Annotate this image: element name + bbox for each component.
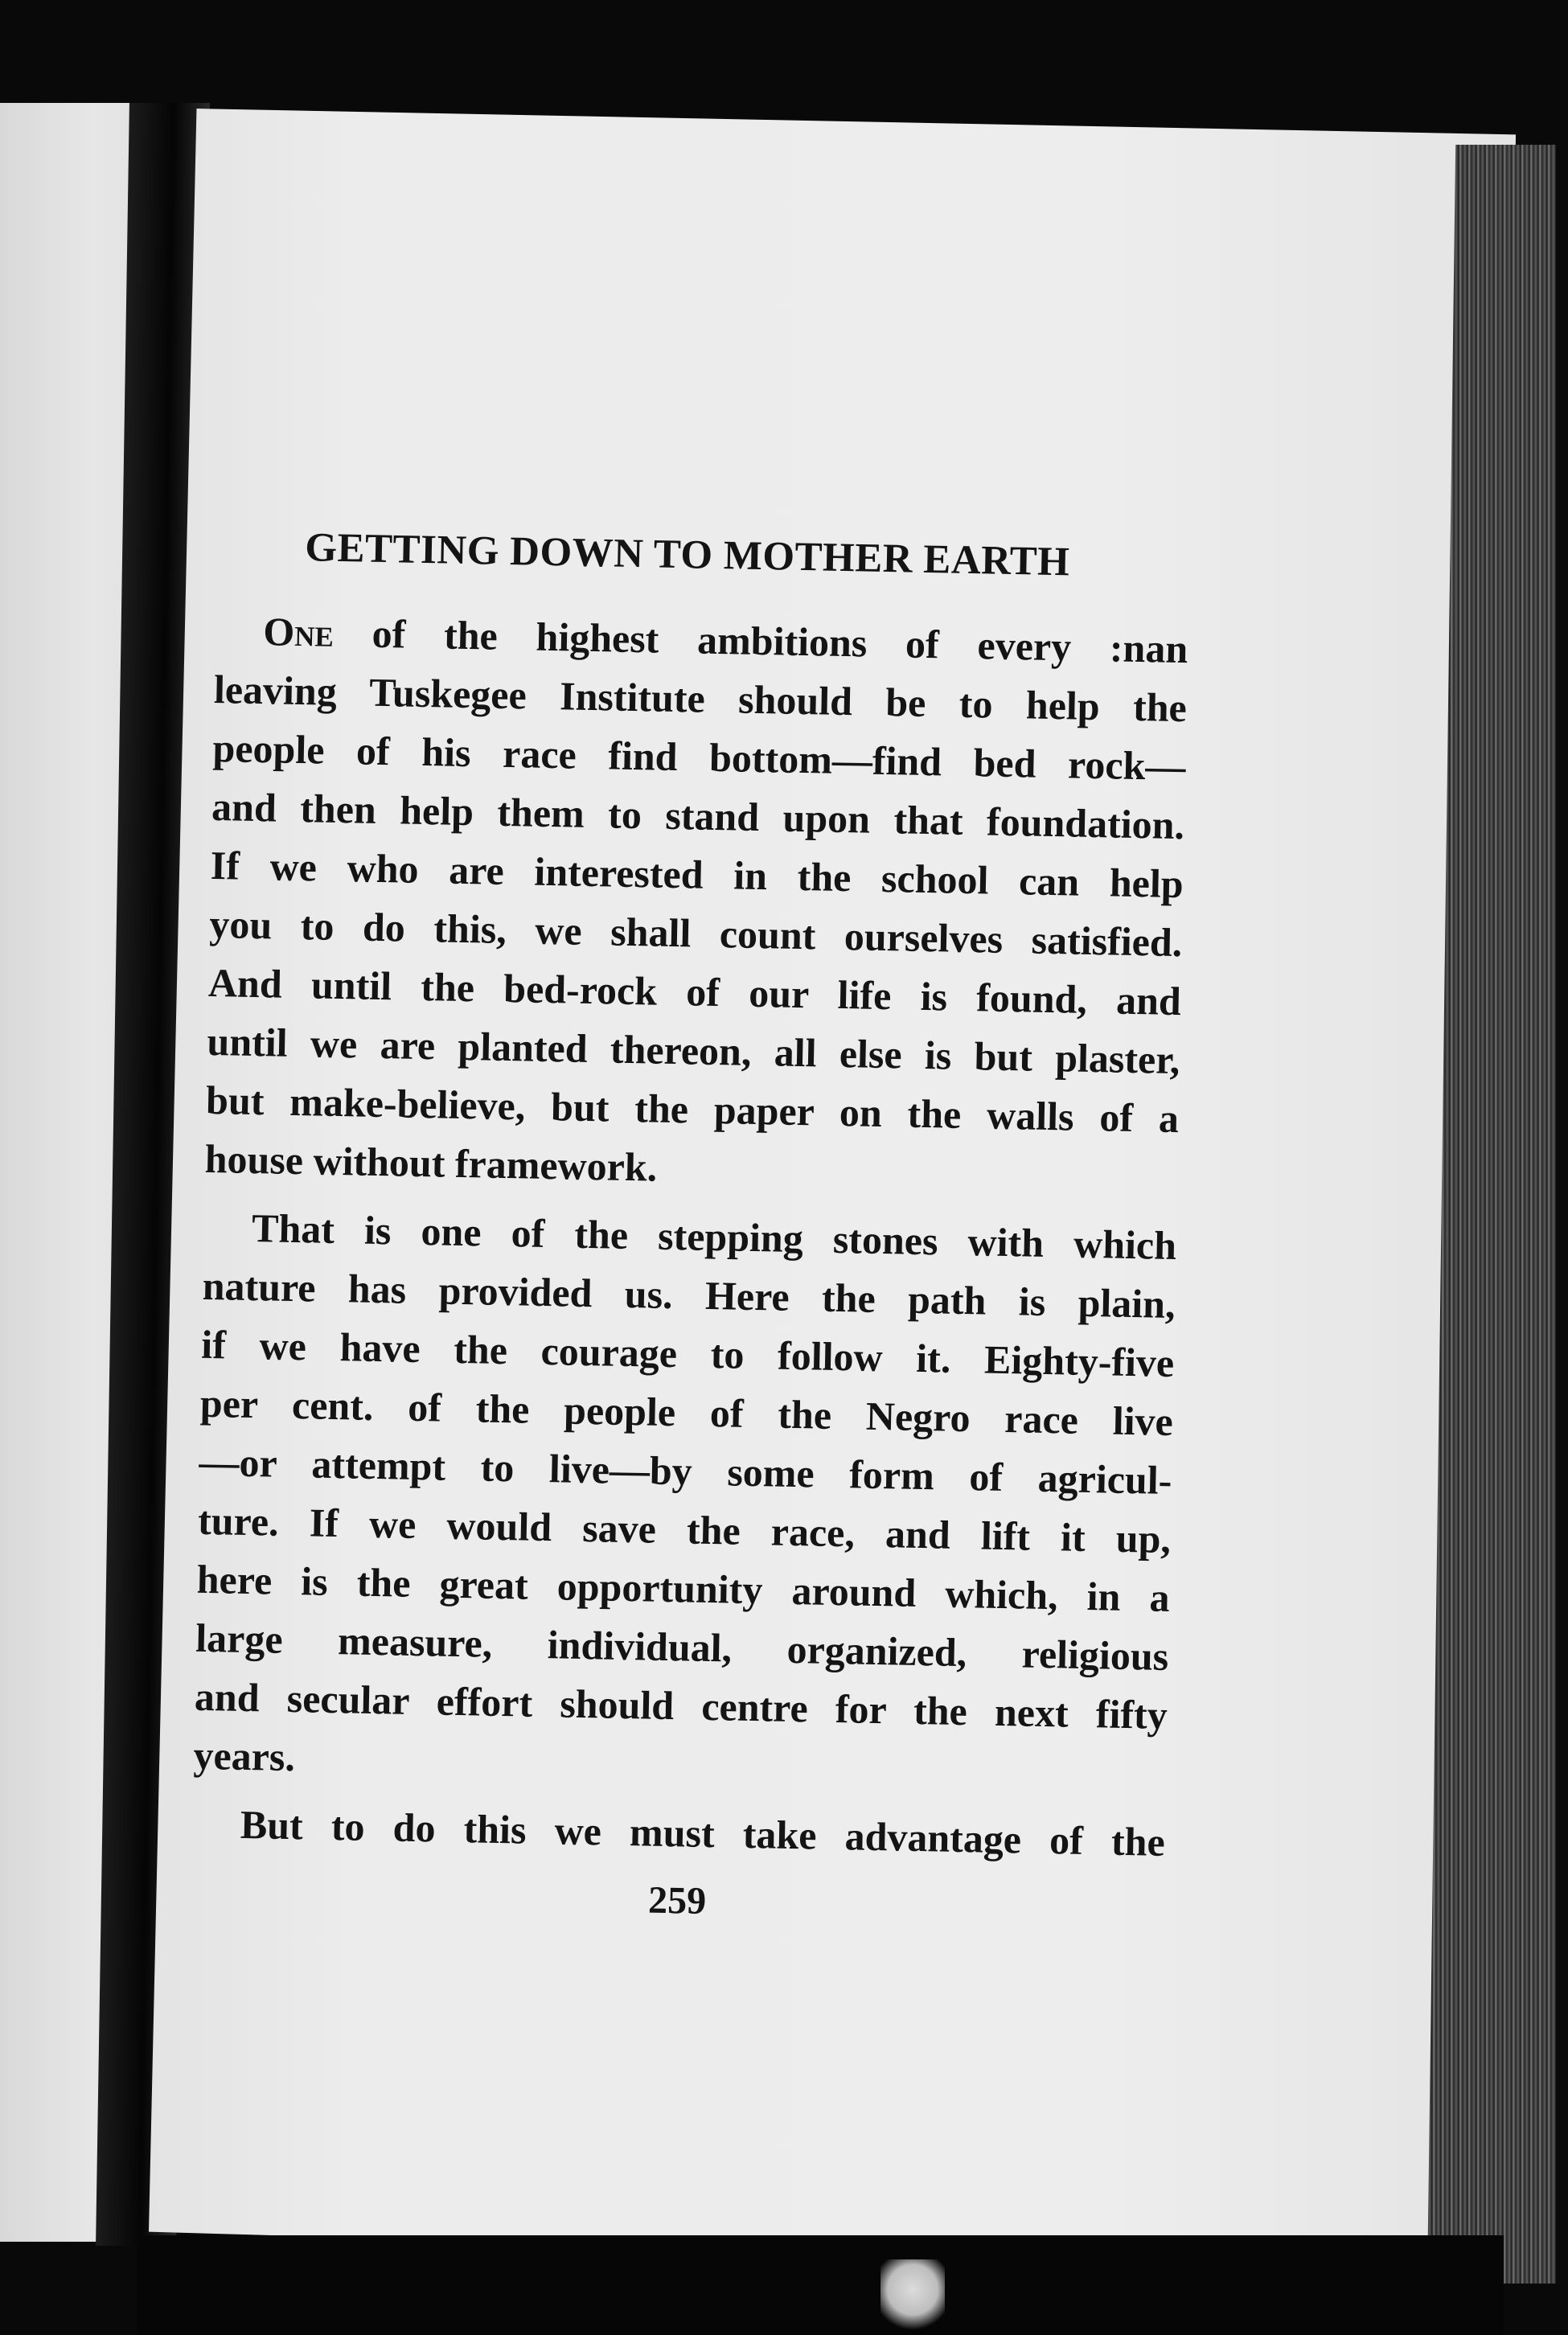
line-text: of the highest ambitions of every :nan bbox=[333, 609, 1188, 672]
lead-word: One bbox=[262, 609, 335, 655]
text-block bbox=[191, 523, 1190, 1932]
text-line: But to do this we must take advantage of the bbox=[240, 1801, 1166, 1865]
running-head: GETTING DOWN TO MOTHER EARTH bbox=[304, 525, 1070, 585]
text-line: And until the bed-rock of our life is found, and bbox=[207, 959, 1182, 1024]
text-line: people of his race find bottom—find bed rock— bbox=[212, 724, 1186, 790]
page-number: 259 bbox=[647, 1878, 707, 1923]
text-line: leaving Tuskegee Institute should be to help the bbox=[213, 666, 1188, 731]
text-line: if we have the courage to follow it. Eighty-five bbox=[200, 1321, 1175, 1386]
text-line: If we who are interested in the school can help bbox=[210, 842, 1184, 907]
text-line: but make-believe, but the paper on the walls of a bbox=[205, 1077, 1180, 1142]
text-line: years. bbox=[193, 1732, 296, 1780]
text-line: house without framework. bbox=[204, 1135, 658, 1190]
text-line: large measure, individual, organized, religious bbox=[195, 1615, 1169, 1679]
paragraph-1 bbox=[204, 601, 1188, 1207]
bottom-shadow bbox=[137, 2235, 1504, 2335]
text-line: and then help them to stand upon that foundation. bbox=[211, 783, 1185, 848]
text-line: per cent. of the people of the Negro race live bbox=[199, 1380, 1174, 1445]
binding-clip bbox=[880, 2259, 945, 2335]
text-line: until we are planted thereon, all else is but plaster, bbox=[207, 1018, 1180, 1083]
text-line: here is the great opportunity around which, in a bbox=[196, 1556, 1171, 1620]
text-line: —or attempt to live—by some form of agricul- bbox=[199, 1438, 1172, 1504]
text-line: ture. If we would save the race, and lift it up, bbox=[197, 1497, 1172, 1561]
text-line: That is one of the stepping stones with which bbox=[251, 1204, 1177, 1269]
text-line: nature has provided us. Here the path is plain, bbox=[202, 1262, 1176, 1328]
paragraph-2 bbox=[193, 1198, 1177, 1804]
paragraph-3 bbox=[191, 1795, 1165, 1872]
text-line: and secular effort should centre for the next fifty bbox=[194, 1673, 1168, 1738]
text-line: you to do this, we shall count ourselves satisfied. bbox=[208, 901, 1183, 966]
